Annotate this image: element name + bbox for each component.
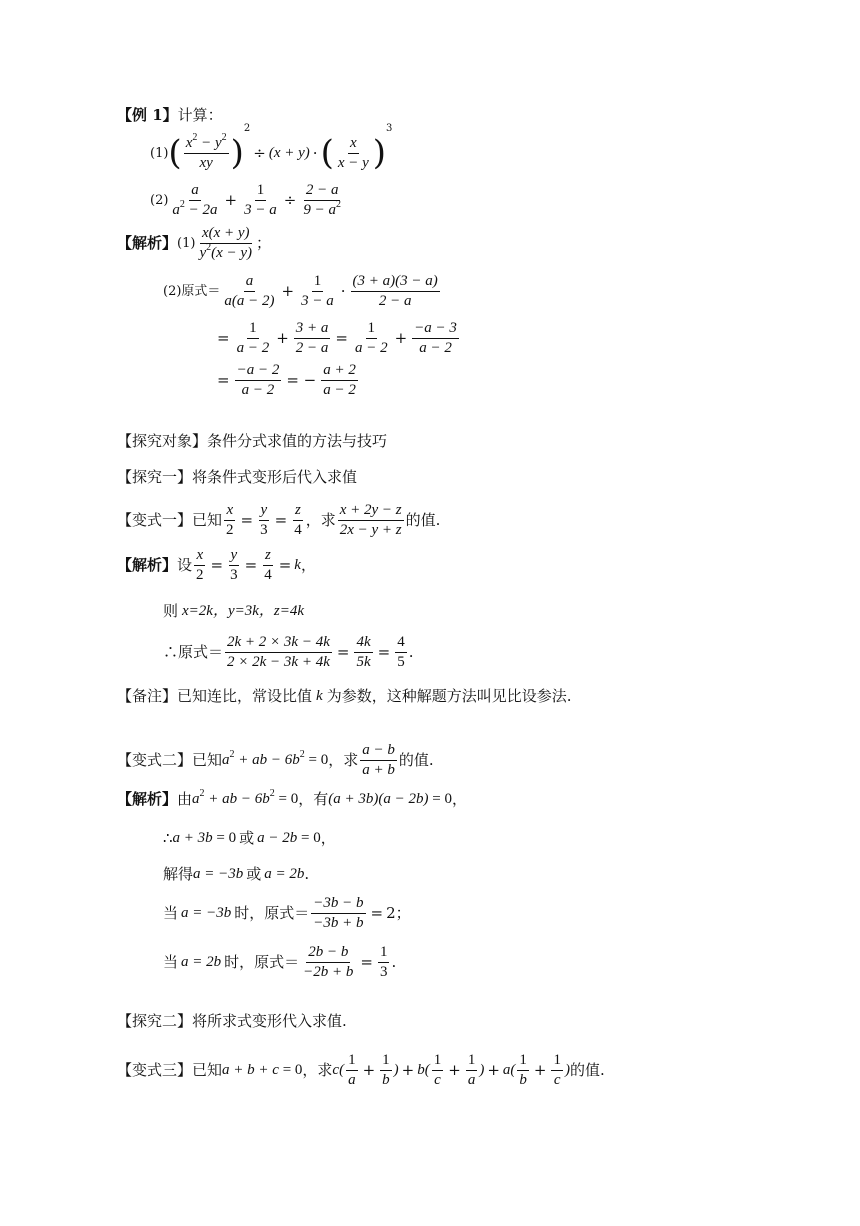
topic-text: 条件分式求值的方法与技巧 — [207, 432, 388, 450]
note-line — [117, 689, 571, 704]
explore2-text: 将所求式变形代入求值. — [192, 1012, 347, 1030]
example1-problem2: (2) a $a^2 - 2a$ + $\frac{1}{3 - a}$ ÷ $\frac{2 - a}{9 - a^2}$ — [150, 181, 341, 218]
problem2-number: (2) — [150, 192, 169, 208]
note-label: 【备注】 — [117, 687, 178, 705]
variant1-line: 【变式一】 已知 $\frac{x}{2}$ = $\frac{y}{3}$ = $\frac{z}{4}$ ，求 x + 2y − z 2x − y + z 的值. — [117, 501, 441, 538]
variant1-values: x=2k，y=3k，z=4k — [182, 603, 305, 619]
variant2-label: 【变式二】 — [117, 750, 193, 769]
variant3-line: 【变式三】 已知 a + b + c = 0 ，求 c( 1 a + $\frac{1}{b}$ ) + b( 1 c + $\frac{1}{a}$ ) + a( 1 b + $\frac{1}{c}$ ) 的值. — [117, 1051, 605, 1088]
variant3-label: 【变式三】 — [117, 1060, 193, 1079]
variant2-solution-line1: 【解析】 由 $a^2$ + ab − $6b^2 = 0$ ，有 (a + 3b)(a − 2b) = 0 ， — [117, 787, 467, 808]
explore1-line — [117, 470, 357, 485]
variant2-find: ，求 — [328, 750, 359, 769]
variant3-find: ，求 — [302, 1060, 333, 1079]
topic-line — [117, 434, 387, 449]
example1-solution2-line1: (2)原式＝ a a(a − 2) + $\frac{1}{3 - a}$ · (3 + a)(3 − a) 2 − a — [163, 272, 438, 309]
variant2-time-1: 时，原式＝ — [234, 903, 310, 922]
example1-problem1: (1) ( $x^2 - y^2$ xy ) 2 ÷ (x + y) · ( x x − y ) 3 — [150, 123, 393, 173]
topic-label: 【探究对象】 — [117, 432, 208, 450]
variant2-solution-line5: 当 a = 2b 时，原式＝ $\frac{2b - b}{-2b + b}$ = $\frac{1}{3}$ . — [163, 943, 397, 980]
variant2-value: 的值. — [398, 750, 434, 769]
variant1-therefore: ∴原式＝ — [163, 642, 224, 661]
variant2-given: 已知 — [192, 750, 223, 769]
explore2-label: 【探究二】 — [117, 1012, 193, 1030]
variant1-then: 则 — [163, 602, 179, 620]
variant1-solution-line3: ∴原式＝ $\frac{2k + 2 \times 3k - 4k}{2 \times 2k - 3k + 4k}$ = $\frac{4k}{5k}$ = $\frac{4}{5}$ . — [163, 633, 414, 670]
variant2-solution-label: 【解析】 — [117, 789, 178, 808]
problem1-number: (1) — [150, 145, 169, 161]
note-k: k — [316, 688, 323, 704]
variant2-solution-line4: 当 a = −3b 时，原式＝ $\frac{-3b - b}{-3b + b}$ = 2； — [163, 894, 411, 931]
variant1-solution-line1: 【解析】 设 $\frac{x}{2}$ = $\frac{y}{3}$ = $\frac{z}{4}$ = k ， — [117, 546, 316, 583]
variant1-label: 【变式一】 — [117, 510, 193, 529]
variant3-value: 的值. — [569, 1060, 605, 1079]
variant1-set: 设 — [177, 555, 193, 574]
explore1-label: 【探究一】 — [117, 468, 193, 486]
variant2-when-2: 当 — [163, 952, 179, 971]
explore1-text: 将条件式变形后代入求值 — [192, 468, 358, 486]
variant1-value: 的值. — [405, 510, 441, 529]
example1-solution2-line2: = $\frac{1}{a - 2}$ + $\frac{3 + a}{2 - a}$ = $\frac{1}{a - 2}$ + $\frac{-a - 3}{a - 2}$ — [217, 319, 457, 356]
variant2-solve: 解得 — [163, 865, 194, 883]
variant1-solution-line2 — [163, 604, 304, 619]
example1-solution2-line3: = $\frac{-a - 2}{a - 2}$ = − $\frac{a + 2}{a - 2}$ — [217, 361, 356, 398]
example1-title: 计算： — [177, 106, 223, 124]
variant2-solution-line2: ∴ a + 3b = 0 或 a − 2b = 0 ， — [163, 829, 336, 847]
note-text-a: 已知连比，常设比值 — [177, 687, 313, 705]
example1-label: 【例 1】 — [117, 106, 178, 124]
explore2-line — [117, 1014, 347, 1029]
variant1-find: ，求 — [305, 510, 336, 529]
variant1-given: 已知 — [192, 510, 223, 529]
semicolon: ； — [256, 233, 272, 252]
variant2-when-1: 当 — [163, 903, 179, 922]
variant2-from: 由 — [177, 789, 193, 808]
solution1-number: (1) — [177, 235, 196, 251]
solution2-prefix: (2)原式＝ — [163, 283, 221, 299]
variant2-line: 【变式二】 已知 $a^2$ + ab − $6b^2 = 0$ ，求 a − b a + b 的值. — [117, 741, 434, 778]
example1-solution1: 【解析】 (1) x(x + y) $y^2(x - y)$ ； — [117, 224, 272, 261]
variant2-or: 或 — [239, 829, 255, 847]
variant2-time-2: 时，原式＝ — [224, 952, 300, 971]
variant1-solution-label: 【解析】 — [117, 555, 178, 574]
example1-heading — [117, 108, 223, 123]
note-text-b: 为参数，这种解题方法叫见比设参法. — [326, 687, 572, 705]
variant3-given: 已知 — [192, 1060, 223, 1079]
variant2-have: ，有 — [298, 789, 329, 808]
variant2-solution-line3: 解得 a = −3b 或 a = 2b . — [163, 865, 310, 883]
variant2-or-2: 或 — [246, 865, 262, 883]
solution-label: 【解析】 — [117, 233, 178, 252]
